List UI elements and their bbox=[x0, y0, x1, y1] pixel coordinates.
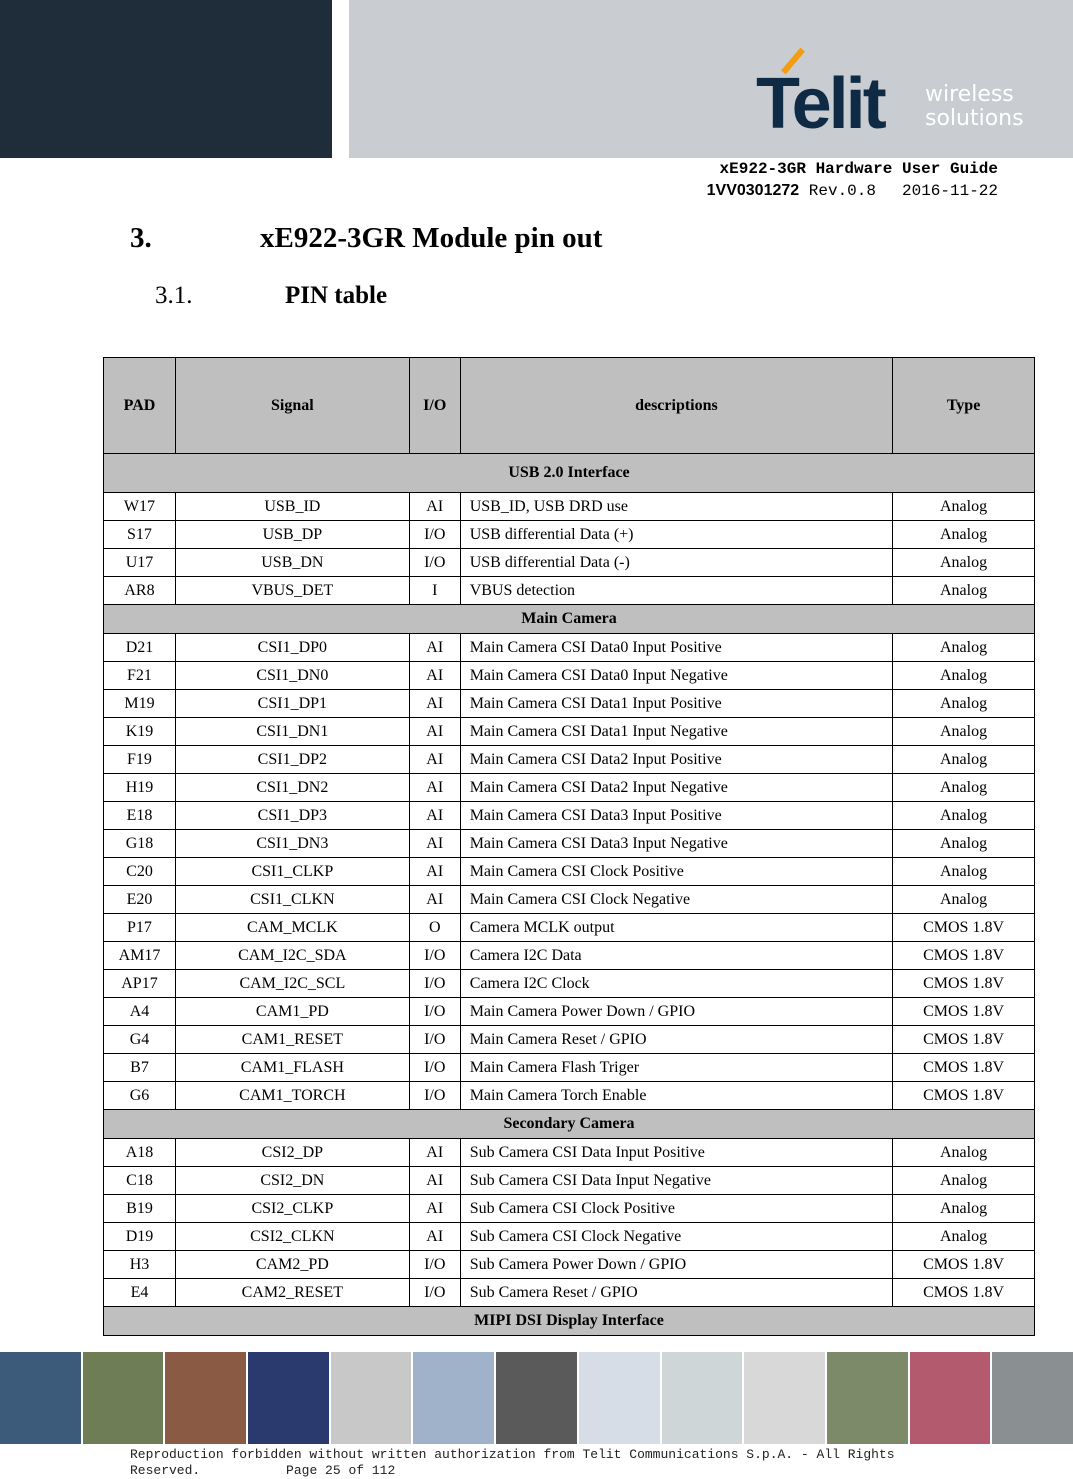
cell-description: USB_ID, USB DRD use bbox=[460, 493, 892, 521]
cell-pad: U17 bbox=[104, 549, 176, 577]
cell-io: I/O bbox=[409, 521, 460, 549]
cell-type: CMOS 1.8V bbox=[893, 970, 1035, 998]
cell-type: CMOS 1.8V bbox=[893, 1251, 1035, 1279]
cell-description: Main Camera CSI Clock Positive bbox=[460, 858, 892, 886]
cell-type: Analog bbox=[893, 886, 1035, 914]
cell-pad: G6 bbox=[104, 1082, 176, 1110]
subsection-number: 3.1. bbox=[155, 282, 193, 309]
subsection-title: PIN table bbox=[285, 282, 388, 309]
table-row bbox=[104, 634, 1035, 662]
strip-photo bbox=[744, 1352, 825, 1444]
cell-io: AI bbox=[409, 493, 460, 521]
cell-pad: E4 bbox=[104, 1279, 176, 1307]
cell-description: Main Camera CSI Data3 Input Negative bbox=[460, 830, 892, 858]
cell-description: Main Camera Reset / GPIO bbox=[460, 1026, 892, 1054]
table-row bbox=[104, 1195, 1035, 1223]
cell-pad: H3 bbox=[104, 1251, 176, 1279]
cell-type: Analog bbox=[893, 1223, 1035, 1251]
cell-type: Analog bbox=[893, 634, 1035, 662]
cell-pad: B19 bbox=[104, 1195, 176, 1223]
cell-io: AI bbox=[409, 718, 460, 746]
footer-reserved: Reserved. bbox=[130, 1463, 201, 1478]
cell-signal: CAM1_RESET bbox=[175, 1026, 409, 1054]
cell-signal: CSI2_DP bbox=[175, 1139, 409, 1167]
table-row bbox=[104, 746, 1035, 774]
cell-io: I/O bbox=[409, 970, 460, 998]
cell-signal: VBUS_DET bbox=[175, 577, 409, 605]
cell-signal: CAM2_RESET bbox=[175, 1279, 409, 1307]
cell-type: CMOS 1.8V bbox=[893, 1082, 1035, 1110]
cell-signal: USB_ID bbox=[175, 493, 409, 521]
cell-pad: G18 bbox=[104, 830, 176, 858]
strip-photo bbox=[992, 1352, 1073, 1444]
strip-photo bbox=[579, 1352, 660, 1444]
cell-type: Analog bbox=[893, 662, 1035, 690]
table-row bbox=[104, 942, 1035, 970]
cell-description: Main Camera Flash Triger bbox=[460, 1054, 892, 1082]
cell-signal: CSI1_DN2 bbox=[175, 774, 409, 802]
cell-io: AI bbox=[409, 774, 460, 802]
header-type: Type bbox=[893, 358, 1035, 454]
cell-pad: AM17 bbox=[104, 942, 176, 970]
table-row bbox=[104, 1223, 1035, 1251]
cell-io: AI bbox=[409, 858, 460, 886]
cell-io: I/O bbox=[409, 998, 460, 1026]
cell-pad: M19 bbox=[104, 690, 176, 718]
cell-io: I bbox=[409, 577, 460, 605]
cell-io: AI bbox=[409, 830, 460, 858]
cell-io: I/O bbox=[409, 1026, 460, 1054]
cell-signal: CSI1_DN3 bbox=[175, 830, 409, 858]
cell-type: CMOS 1.8V bbox=[893, 942, 1035, 970]
cell-description: Main Camera CSI Data0 Input Positive bbox=[460, 634, 892, 662]
cell-signal: CAM1_TORCH bbox=[175, 1082, 409, 1110]
strip-photo bbox=[248, 1352, 329, 1444]
cell-pad: AP17 bbox=[104, 970, 176, 998]
group-title: Secondary Camera bbox=[104, 1110, 1035, 1139]
cell-pad: S17 bbox=[104, 521, 176, 549]
cell-io: I/O bbox=[409, 549, 460, 577]
cell-type: CMOS 1.8V bbox=[893, 914, 1035, 942]
strip-photo bbox=[662, 1352, 743, 1444]
cell-description: Main Camera CSI Data1 Input Negative bbox=[460, 718, 892, 746]
document-revision-line bbox=[707, 180, 998, 202]
cell-pad: F19 bbox=[104, 746, 176, 774]
cell-description: USB differential Data (+) bbox=[460, 521, 892, 549]
cell-description: Camera I2C Clock bbox=[460, 970, 892, 998]
table-row bbox=[104, 1054, 1035, 1082]
cell-pad: A18 bbox=[104, 1139, 176, 1167]
cell-description: Sub Camera CSI Data Input Positive bbox=[460, 1139, 892, 1167]
cell-io: AI bbox=[409, 690, 460, 718]
logo-tagline-2: solutions bbox=[925, 106, 1024, 131]
table-row bbox=[104, 858, 1035, 886]
cell-type: CMOS 1.8V bbox=[893, 1026, 1035, 1054]
table-row bbox=[104, 774, 1035, 802]
footer-page-number: Page 25 of 112 bbox=[286, 1463, 396, 1478]
cell-description: Main Camera Torch Enable bbox=[460, 1082, 892, 1110]
cell-io: O bbox=[409, 914, 460, 942]
table-row bbox=[104, 970, 1035, 998]
table-row bbox=[104, 1139, 1035, 1167]
pin-table bbox=[103, 357, 1035, 1336]
document-meta bbox=[707, 158, 998, 202]
cell-io: I/O bbox=[409, 1251, 460, 1279]
section-title: xE922-3GR Module pin out bbox=[260, 222, 603, 254]
table-row bbox=[104, 662, 1035, 690]
table-row bbox=[104, 1279, 1035, 1307]
table-row bbox=[104, 1251, 1035, 1279]
cell-type: CMOS 1.8V bbox=[893, 1054, 1035, 1082]
cell-description: Main Camera CSI Data3 Input Positive bbox=[460, 802, 892, 830]
cell-type: Analog bbox=[893, 1139, 1035, 1167]
cell-signal: CSI2_DN bbox=[175, 1167, 409, 1195]
cell-description: USB differential Data (-) bbox=[460, 549, 892, 577]
cell-pad: D19 bbox=[104, 1223, 176, 1251]
cell-pad: A4 bbox=[104, 998, 176, 1026]
cell-type: Analog bbox=[893, 1167, 1035, 1195]
cell-signal: CAM1_FLASH bbox=[175, 1054, 409, 1082]
strip-photo bbox=[331, 1352, 412, 1444]
cell-description: Main Camera CSI Data2 Input Positive bbox=[460, 746, 892, 774]
table-row bbox=[104, 577, 1035, 605]
cell-pad: G4 bbox=[104, 1026, 176, 1054]
cell-description: Main Camera CSI Data0 Input Negative bbox=[460, 662, 892, 690]
group-header-row bbox=[104, 454, 1035, 493]
cell-description: Camera MCLK output bbox=[460, 914, 892, 942]
table-row bbox=[104, 886, 1035, 914]
cell-signal: USB_DP bbox=[175, 521, 409, 549]
cell-description: Sub Camera CSI Clock Negative bbox=[460, 1223, 892, 1251]
cell-pad: AR8 bbox=[104, 577, 176, 605]
table-row bbox=[104, 549, 1035, 577]
cell-pad: K19 bbox=[104, 718, 176, 746]
cell-type: CMOS 1.8V bbox=[893, 998, 1035, 1026]
cell-signal: CSI1_DP2 bbox=[175, 746, 409, 774]
footer-copyright: Reproduction forbidden without written authorization from Telit Communications S.p.A. - All Rights bbox=[130, 1447, 895, 1462]
strip-photo bbox=[827, 1352, 908, 1444]
cell-type: CMOS 1.8V bbox=[893, 1279, 1035, 1307]
section-heading bbox=[130, 222, 602, 255]
cell-type: Analog bbox=[893, 746, 1035, 774]
cell-signal: CSI1_DP0 bbox=[175, 634, 409, 662]
cell-signal: CAM_I2C_SDA bbox=[175, 942, 409, 970]
cell-signal: USB_DN bbox=[175, 549, 409, 577]
group-header-row bbox=[104, 1110, 1035, 1139]
cell-description: Main Camera CSI Data1 Input Positive bbox=[460, 690, 892, 718]
cell-type: Analog bbox=[893, 718, 1035, 746]
cell-description: Main Camera CSI Data2 Input Negative bbox=[460, 774, 892, 802]
table-row bbox=[104, 690, 1035, 718]
header-pad: PAD bbox=[104, 358, 176, 454]
cell-pad: F21 bbox=[104, 662, 176, 690]
cell-type: Analog bbox=[893, 577, 1035, 605]
cell-io: I/O bbox=[409, 1082, 460, 1110]
cell-pad: E20 bbox=[104, 886, 176, 914]
cell-signal: CAM_I2C_SCL bbox=[175, 970, 409, 998]
header-signal: Signal bbox=[175, 358, 409, 454]
cell-pad: B7 bbox=[104, 1054, 176, 1082]
cell-type: Analog bbox=[893, 802, 1035, 830]
strip-photo bbox=[165, 1352, 246, 1444]
cell-io: AI bbox=[409, 1167, 460, 1195]
cell-io: I/O bbox=[409, 1054, 460, 1082]
cell-io: I/O bbox=[409, 1279, 460, 1307]
cell-pad: C20 bbox=[104, 858, 176, 886]
cell-io: AI bbox=[409, 1139, 460, 1167]
table-row bbox=[104, 521, 1035, 549]
cell-description: Sub Camera Reset / GPIO bbox=[460, 1279, 892, 1307]
cell-type: Analog bbox=[893, 493, 1035, 521]
table-row bbox=[104, 998, 1035, 1026]
footer-image-strip bbox=[0, 1352, 1073, 1444]
cell-type: Analog bbox=[893, 774, 1035, 802]
cell-io: I/O bbox=[409, 942, 460, 970]
pin-table-body bbox=[104, 454, 1035, 1336]
cell-type: Analog bbox=[893, 858, 1035, 886]
table-header-row bbox=[104, 358, 1035, 454]
group-title: USB 2.0 Interface bbox=[104, 454, 1035, 493]
cell-description: VBUS detection bbox=[460, 577, 892, 605]
table-row bbox=[104, 1167, 1035, 1195]
subsection-heading bbox=[155, 282, 387, 310]
table-row bbox=[104, 1026, 1035, 1054]
header-io: I/O bbox=[409, 358, 460, 454]
cell-io: AI bbox=[409, 802, 460, 830]
group-header-row bbox=[104, 1307, 1035, 1336]
table-row bbox=[104, 914, 1035, 942]
group-header-row bbox=[104, 605, 1035, 634]
cell-description: Camera I2C Data bbox=[460, 942, 892, 970]
cell-io: AI bbox=[409, 634, 460, 662]
logo-tagline bbox=[925, 83, 1024, 131]
cell-signal: CSI2_CLKP bbox=[175, 1195, 409, 1223]
cell-pad: P17 bbox=[104, 914, 176, 942]
document-rev: Rev.0.8 bbox=[808, 182, 876, 200]
cell-io: AI bbox=[409, 662, 460, 690]
table-row bbox=[104, 802, 1035, 830]
strip-photo bbox=[413, 1352, 494, 1444]
cell-signal: CSI2_CLKN bbox=[175, 1223, 409, 1251]
cell-description: Sub Camera CSI Clock Positive bbox=[460, 1195, 892, 1223]
document-title: xE922-3GR Hardware User Guide bbox=[719, 160, 998, 178]
group-title: MIPI DSI Display Interface bbox=[104, 1307, 1035, 1336]
telit-logo bbox=[750, 40, 1050, 144]
cell-signal: CAM1_PD bbox=[175, 998, 409, 1026]
cell-pad: C18 bbox=[104, 1167, 176, 1195]
strip-photo bbox=[83, 1352, 164, 1444]
table-row bbox=[104, 718, 1035, 746]
cell-type: Analog bbox=[893, 830, 1035, 858]
cell-description: Main Camera Power Down / GPIO bbox=[460, 998, 892, 1026]
cell-description: Sub Camera CSI Data Input Negative bbox=[460, 1167, 892, 1195]
cell-signal: CAM_MCLK bbox=[175, 914, 409, 942]
cell-io: AI bbox=[409, 746, 460, 774]
cell-type: Analog bbox=[893, 690, 1035, 718]
cell-type: Analog bbox=[893, 521, 1035, 549]
document-code: 1VV0301272 bbox=[706, 182, 800, 199]
cell-signal: CSI1_DN0 bbox=[175, 662, 409, 690]
cell-signal: CSI1_DN1 bbox=[175, 718, 409, 746]
cell-description: Sub Camera Power Down / GPIO bbox=[460, 1251, 892, 1279]
cell-signal: CSI1_DP1 bbox=[175, 690, 409, 718]
cell-pad: W17 bbox=[104, 493, 176, 521]
cell-io: AI bbox=[409, 886, 460, 914]
cell-signal: CAM2_PD bbox=[175, 1251, 409, 1279]
strip-photo bbox=[496, 1352, 577, 1444]
cell-type: Analog bbox=[893, 1195, 1035, 1223]
cell-pad: E18 bbox=[104, 802, 176, 830]
page-footer bbox=[130, 1447, 895, 1479]
document-date: 2016-11-22 bbox=[901, 182, 998, 200]
strip-photo bbox=[0, 1352, 81, 1444]
logo-tagline-1: wireless bbox=[925, 82, 1014, 107]
cell-description: Main Camera CSI Clock Negative bbox=[460, 886, 892, 914]
table-row bbox=[104, 493, 1035, 521]
cell-signal: CSI1_CLKP bbox=[175, 858, 409, 886]
section-number: 3. bbox=[130, 222, 152, 254]
strip-photo bbox=[910, 1352, 991, 1444]
group-title: Main Camera bbox=[104, 605, 1035, 634]
cell-pad: H19 bbox=[104, 774, 176, 802]
table-row bbox=[104, 1082, 1035, 1110]
table-row bbox=[104, 830, 1035, 858]
header-banner-dark bbox=[0, 0, 332, 158]
cell-signal: CSI1_CLKN bbox=[175, 886, 409, 914]
header-descriptions: descriptions bbox=[460, 358, 892, 454]
cell-io: AI bbox=[409, 1223, 460, 1251]
cell-type: Analog bbox=[893, 549, 1035, 577]
cell-signal: CSI1_DP3 bbox=[175, 802, 409, 830]
cell-io: AI bbox=[409, 1195, 460, 1223]
logo-wordmark: Telit bbox=[756, 64, 884, 144]
cell-pad: D21 bbox=[104, 634, 176, 662]
